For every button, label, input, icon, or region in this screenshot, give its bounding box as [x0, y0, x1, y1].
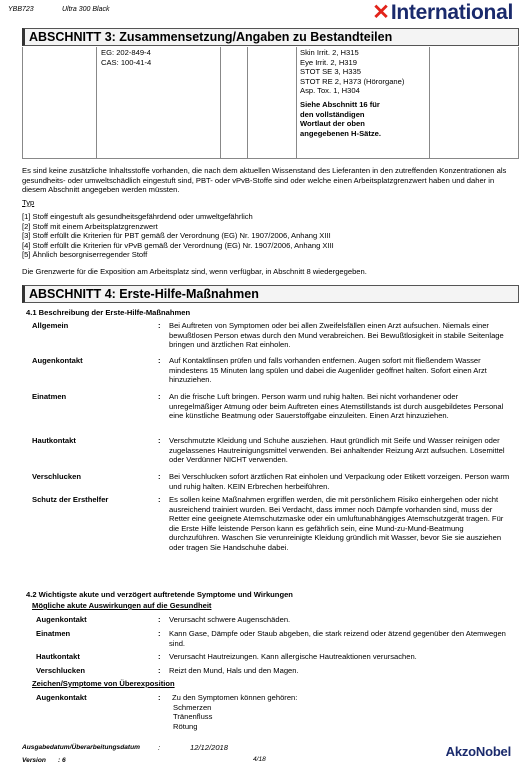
effect-label: Hautkontakt	[36, 652, 80, 661]
h-statement-note: Wortlaut der oben	[300, 119, 365, 129]
section-4-title: ABSCHNITT 4: Erste-Hilfe-Maßnahmen	[22, 285, 519, 303]
measure-text: An die frische Luft bringen. Person warm und ruhig halten. Bei nicht vorhandener oder unregelmäßiger Atmung oder beim Auftreten eines Atemstillstands ist durch ausgebildetes Personal eine künstliche Beatmung oder Sauerstoffgabe einzuleiten. Einen Arzt hinzuziehen.	[169, 392, 504, 421]
h-statement-note: Siehe Abschnitt 16 für	[300, 99, 380, 109]
overexposure-intro: Zu den Symptomen können gehören:	[172, 693, 298, 702]
effect-label: Einatmen	[36, 629, 71, 638]
product-code: YBB723	[8, 6, 34, 13]
international-logo	[372, 1, 513, 23]
h-statement-note: den vollständigen	[300, 109, 365, 119]
exposure-limits-note: Die Grenzwerte für die Exposition am Arbeitsplatz sind, wenn verfügbar, in Abschnitt 8 wiedergegeben.	[22, 267, 367, 276]
version-number: : 6	[58, 757, 66, 764]
measure-label: Einatmen	[32, 392, 67, 401]
product-name: Ultra 300 Black	[62, 6, 110, 13]
symptom-item: Tränenfluss	[173, 712, 213, 722]
classification-item: Skin Irrit. 2, H315	[300, 48, 359, 57]
measure-label: Augenkontakt	[32, 356, 83, 365]
identifier-cell	[101, 48, 151, 67]
measure-text: Es sollen keine Maßnahmen ergriffen werden, die mit persönlichem Risiko einhergehen oder nicht ausreichend trainiert wurden. Bei Verdacht, dass immer noch Dämpfe vorhanden sind, muss der Retter eine geeignete Atemschutzmaske oder ein umluftunabhängiges Atemschutzgerät tragen. Für die Erste Hilfe leistende Person kann es gefährlich sein, eine Mund-zu-Mund-Beatmung durchzuführen. Waschen Sie verunreinigte Kleidung gründlich mit Wasser, bevor Sie sie ausziehen oder tragen Sie Handschuhe dabei.	[169, 495, 504, 552]
effect-text: Kann Gase, Dämpfe oder Staub abgeben, die stark reizend oder ätzend gegenüber den Atemwegen sind.	[169, 629, 506, 648]
cas-number: CAS: 100-41-4	[101, 57, 152, 67]
measure-label: Allgemein	[32, 321, 69, 330]
measure-text: Bei Verschlucken sofort ärztlichen Rat einholen und Verpackung oder Etikett vorzeigen. Person warm und ruhig halten. KEIN Erbrechen herbeiführen.	[169, 472, 510, 491]
typ-item: [1] Stoff eingestuft als gesundheitsgefährdend oder umweltgefährlich	[22, 212, 253, 221]
logo-text: International	[390, 0, 513, 24]
typ-item: [4] Stoff erfüllt die Kriterien für vPvB gemäß der Verordnung (EG) Nr. 1907/2006, Anhang XIII	[22, 240, 334, 250]
measure-label: Hautkontakt	[32, 436, 76, 445]
classification-item: STOT RE 2, H373 (Hörorgane)	[300, 76, 405, 86]
akzonobel-logo: AkzoNobel	[445, 744, 511, 759]
typ-list	[22, 212, 519, 260]
h-statement-note: angegebenen H-Sätze.	[300, 128, 382, 138]
table-divider	[296, 47, 297, 158]
no-additional-ingredients-text: Es sind keine zusätzliche Inhaltsstoffe vorhanden, die nach dem aktuellen Wissenstand des Lieferanten in den zutreffenden Konzentrationen als gesundheits- oder umweltschädlich eingestuft sind, PBT- oder vPvB-Stoffe sind oder welche einen Arbeitsplatzgrenzwert haben und daher in diesem Abschnitt angegeben werden müssten.	[22, 166, 507, 195]
typ-item: [5] Ähnlich besorgniserregender Stoff	[22, 250, 148, 260]
version-label: Version	[22, 757, 46, 764]
classification-cell	[300, 48, 430, 138]
measure-label: Verschlucken	[32, 472, 81, 481]
table-divider	[96, 47, 97, 158]
table-divider	[220, 47, 221, 158]
section-3-title: ABSCHNITT 3: Zusammensetzung/Angaben zu Bestandteilen	[22, 28, 519, 46]
composition-table	[22, 47, 519, 159]
subsection-4-2-title: 4.2 Wichtigste akute und verzögert auftretende Symptome und Wirkungen	[26, 590, 293, 599]
effect-text: Verursacht Hautreizungen. Kann allergische Hautreaktionen verursachen.	[169, 652, 417, 661]
issue-date-label: Ausgabedatum/Überarbeitungsdatum	[22, 744, 140, 751]
symptom-item: Schmerzen	[173, 702, 212, 712]
effect-text: Reizt den Mund, Hals und den Magen.	[169, 666, 299, 675]
symptom-item: Rötung	[173, 721, 198, 731]
logo-x-icon: ✕	[372, 0, 390, 24]
typ-item: [2] Stoff mit einem Arbeitsplatzgrenzwert	[22, 221, 158, 231]
overexposure-text	[172, 693, 516, 731]
measure-label: Schutz der Ersthelfer	[32, 495, 109, 504]
classification-item: Eye Irrit. 2, H319	[300, 57, 357, 67]
effect-text: Verursacht schwere Augenschäden.	[169, 615, 291, 624]
measure-text: Verschmutzte Kleidung und Schuhe ausziehen. Haut gründlich mit Seife und Wasser reinigen oder zugelassenes Hautreinigungsmittel verwenden. Bei anhaltender Reizung Arzt aufsuchen. Lösemittel oder Verdünner NICHT verwenden.	[169, 436, 505, 465]
typ-item: [3] Stoff erfüllt die Kriterien für PBT gemäß der Verordnung (EG) Nr. 1907/2006, Anhang XIII	[22, 231, 331, 241]
page-number: 4/18	[253, 756, 266, 763]
effect-label: Verschlucken	[36, 666, 85, 675]
subsection-4-1-title: 4.1 Beschreibung der Erste-Hilfe-Maßnahmen	[26, 308, 191, 317]
acute-effects-heading: Mögliche akute Auswirkungen auf die Gesundheit	[32, 601, 212, 610]
overexposure-label: Augenkontakt	[36, 693, 87, 702]
table-divider	[247, 47, 248, 158]
ec-number: EG: 202-849-4	[101, 48, 151, 57]
classification-item: STOT SE 3, H335	[300, 67, 361, 77]
issue-date-colon: :	[158, 743, 161, 752]
measure-text: Bei Auftreten von Symptomen oder bei allen Zweifelsfällen einen Arzt aufsuchen. Niemals einer bewußtlosen Person etwas durch den Mund verabreichen. Bei Bewußtlosigkeit in stabile Seitenlage bringen und ärztlichen Rat einholen.	[169, 321, 504, 350]
measure-text: Auf Kontaktlinsen prüfen und falls vorhanden entfernen. Augen sofort mit fließendem Wasser mindestens 15 Minuten lang spülen und dabei die Augenlider geöffnet halten. Sofort einen Arzt hinzuziehen.	[169, 356, 487, 385]
issue-date: 12/12/2018	[190, 743, 229, 752]
overexposure-heading: Zeichen/Symptome von Überexposition	[32, 679, 175, 688]
classification-item: Asp. Tox. 1, H304	[300, 86, 360, 96]
typ-heading: Typ	[22, 198, 35, 207]
effect-label: Augenkontakt	[36, 615, 87, 624]
